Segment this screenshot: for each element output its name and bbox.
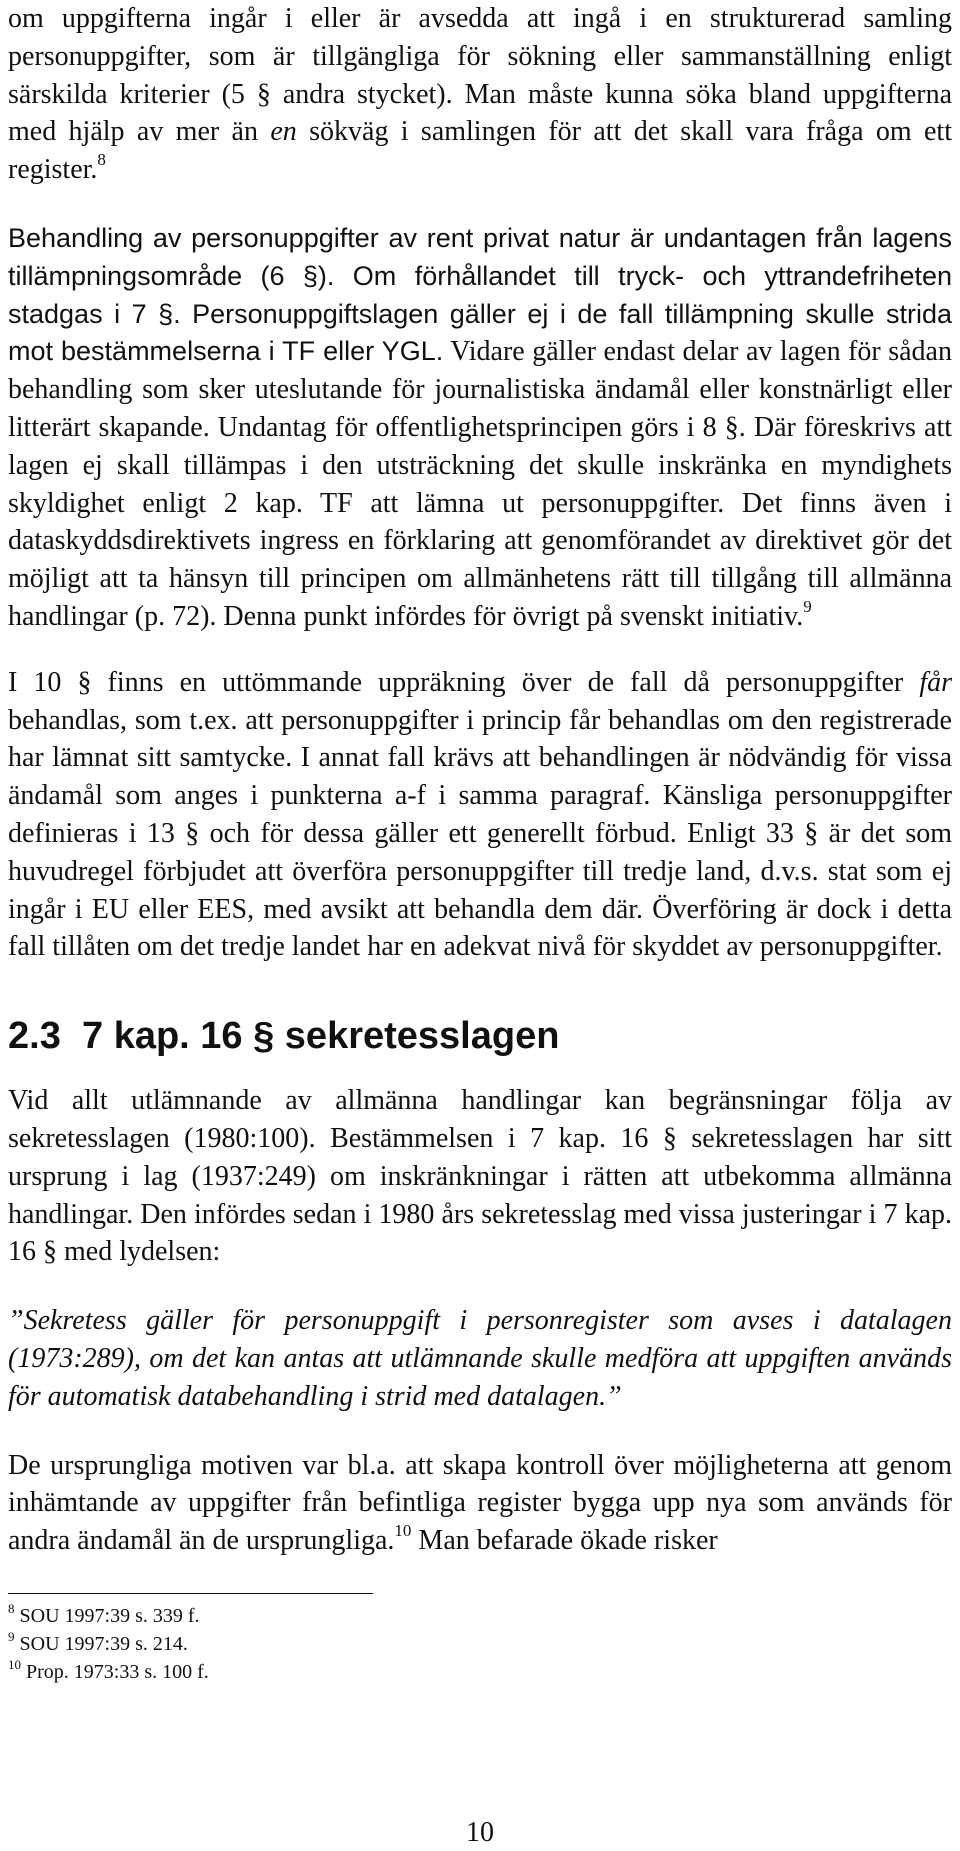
footnote <box>8 1658 952 1686</box>
paragraph-text: De ursprungliga motiven var bl.a. att skapa kontroll över möjligheterna att genom inhämtande av uppgifter från befintliga register bygga upp nya som används för andra ändamål än de ursprungliga. <box>8 1449 952 1557</box>
paragraph-text-sans: Behandling av personuppgifter av rent privat natur är undantagen från lagens tillämpningsområde (6 §). Om förhållandet till tryck- och yttrandefriheten stadgas i 7 §. Personuppgiftslagen gäller ej i de fall tillämpning skulle strida mot bestämmelserna i TF eller YGL. <box>8 222 952 367</box>
emphasis-text: en <box>270 116 297 148</box>
section-number: 2.3 <box>8 1015 61 1058</box>
footnote-text: SOU 1997:39 s. 214. <box>19 1632 188 1655</box>
footnote-reference[interactable]: 10 <box>394 1521 412 1541</box>
paragraph-text: sökväg i samlingen för att det skall vara fråga om ett register. <box>8 116 952 186</box>
paragraph-original-motives <box>8 1447 952 1560</box>
footnote-mark: 8 <box>8 1600 15 1616</box>
paragraph-text: Vid allt utlämnande av allmänna handlingar kan begränsningar följa av sekretesslagen (1980:100). Bestämmelsen i 7 kap. 16 § sekretesslagen har sitt ursprung i lag (1937:249) om inskränkningar i rätten att utbekomma allmänna handlingar. Den infördes sedan i 1980 års sekretesslag med vissa justeringar i 7 kap. 16 § med lydelsen: <box>8 1085 952 1268</box>
footnote <box>8 1602 952 1630</box>
paragraph-register-definition <box>8 0 952 189</box>
footnote-text: SOU 1997:39 s. 339 f. <box>19 1604 200 1627</box>
footnote <box>8 1630 952 1658</box>
paragraph-text: om uppgifterna ingår i eller är avsedda att ingå i en strukturerad samling personuppgifter, som är tillgängliga för sökning eller sammanställning enligt särskilda kriterier (5 § andra stycket). Man måste kunna söka bland uppgifterna med hjälp av mer än <box>8 3 952 148</box>
paragraph-text: Man befarade ökade risker <box>411 1525 718 1557</box>
section-heading <box>8 1012 952 1060</box>
page-number: 10 <box>466 1817 494 1848</box>
block-quote: ”Sekretess gäller för personuppgift i personregister som avses i datalagen (1973:289), om det kan antas att utlämnande skulle medföra att uppgiften används för automatisk databehandling i strid med datalagen.” <box>8 1305 952 1412</box>
paragraph-text: behandlas, som t.ex. att personuppgifter i princip får behandlas om den registrerade har lämnat sitt samtycke. I annat fall krävs att behandlingen är nödvändig för vissa ändamål som anges i punkterna a-f i samma paragraf. Känsliga personuppgifter definieras i 13 § och för dessa gäller ett generellt förbud. Enligt 33 § är det som huvudregel förbjudet att överföra personuppgifter till tredje land, d.v.s. stat som ej ingår i EU eller EES, med avsikt att behandla dem där. Överföring är dock i detta fall tillåten om det tredje landet har en adekvat nivå för skyddet av personuppgifter. <box>8 704 952 963</box>
footnote-reference[interactable]: 9 <box>803 596 812 616</box>
document-page <box>8 0 952 1686</box>
paragraph-exceptions <box>8 220 952 636</box>
footnote-divider <box>8 1593 373 1594</box>
footnote-reference[interactable]: 8 <box>97 150 106 170</box>
emphasis-text: får <box>919 666 952 698</box>
footnotes <box>8 1602 952 1686</box>
paragraph-text: Vidare gäller endast delar av lagen för sådan behandling som sker uteslutande för journalistiska ändamål eller konstnärligt eller litterärt skapande. Undantag för offentlighetsprincipen görs i 8 §. Där föreskrivs att lagen ej skall tillämpas i den utsträckning det skulle inskränka en myndighets skyldighet enligt 2 kap. TF att lämna ut personuppgifter. Det finns även i dataskyddsdirektivets ingress en förklaring att genomförandet av direktivet gör det möjligt att ta hänsyn till principen om allmänhetens rätt till tillgång till allmänna handlingar (p. 72). Denna punkt infördes för övrigt på svenskt initiativ. <box>8 336 952 632</box>
footnote-mark: 9 <box>8 1628 15 1644</box>
paragraph-text: I 10 § finns en uttömmande uppräkning över de fall då personuppgifter <box>8 666 920 698</box>
section-title: 7 kap. 16 § sekretesslagen <box>82 1015 560 1058</box>
footnote-text: Prop. 1973:33 s. 100 f. <box>26 1660 209 1683</box>
paragraph-secrecy-act <box>8 1082 952 1271</box>
paragraph-section-10 <box>8 664 952 966</box>
footnote-mark: 10 <box>8 1656 21 1672</box>
